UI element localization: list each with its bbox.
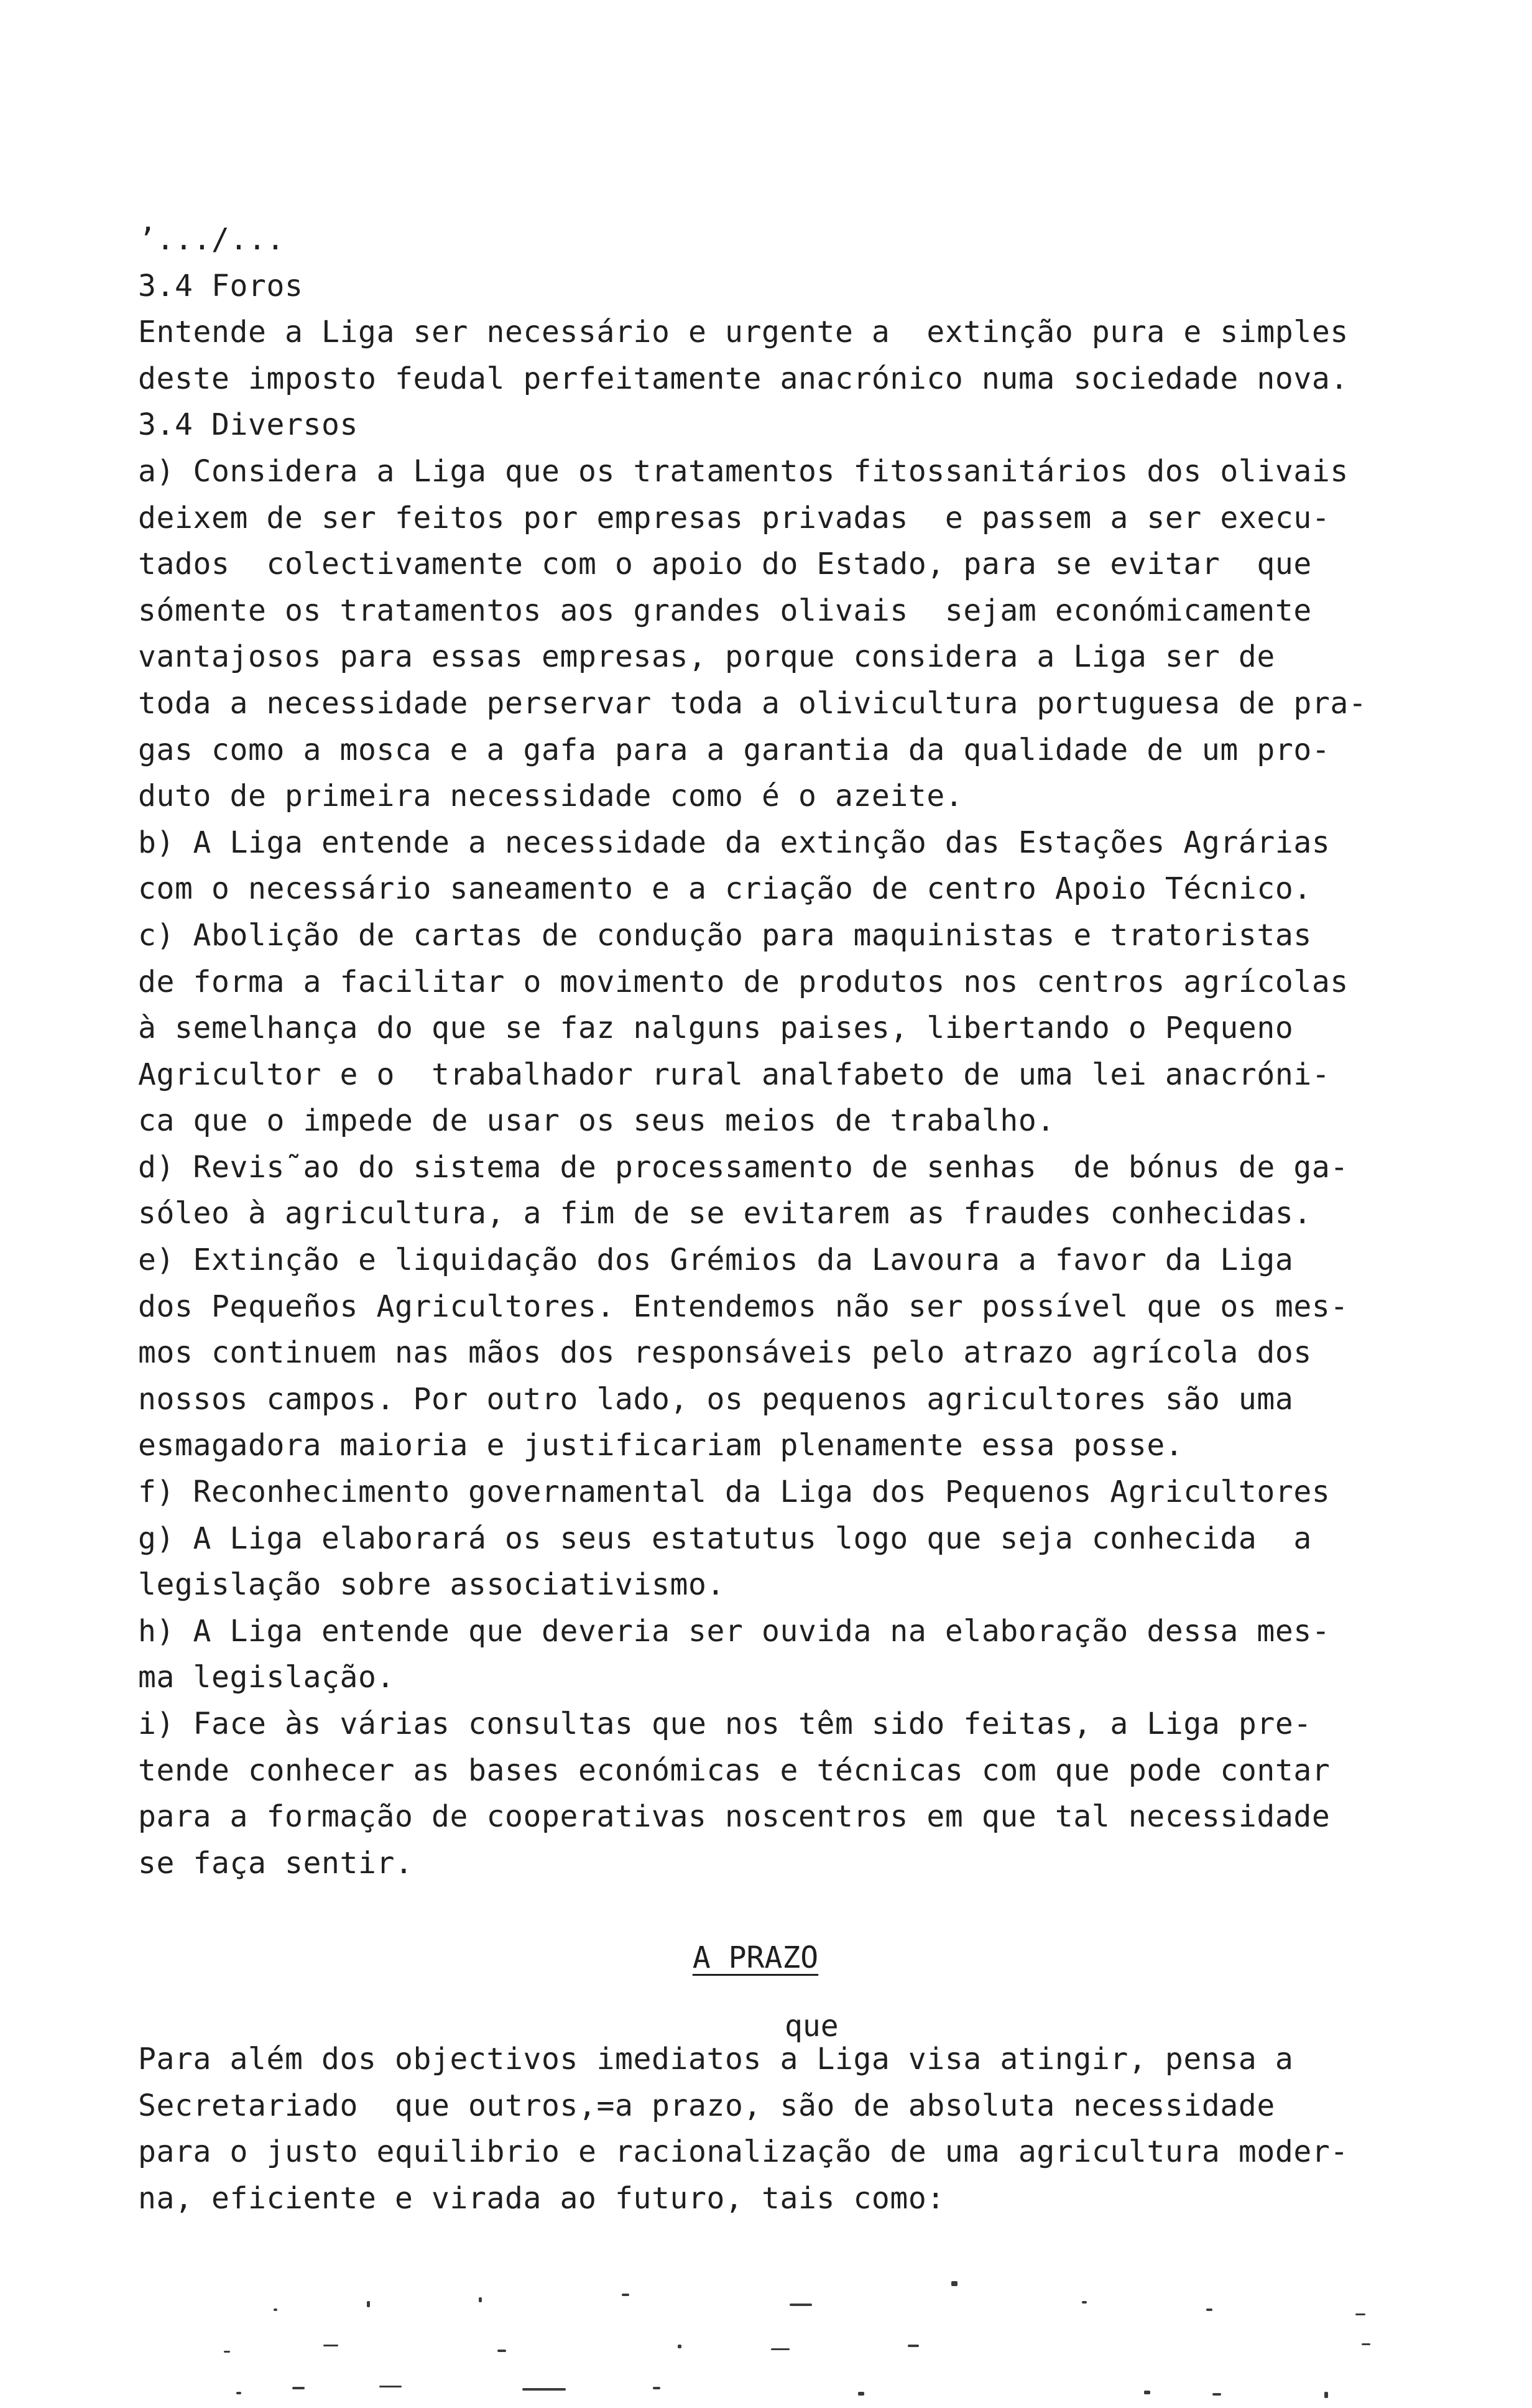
- scan-speck: [622, 2294, 629, 2296]
- text-line: para o justo equilibrio e racionalização de uma agricultura moder-: [138, 2134, 1349, 2170]
- scan-speck: [790, 2304, 812, 2306]
- scan-speck: [1206, 2308, 1212, 2311]
- text-line: sómente os tratamentos aos grandes olivais sejam económicamente: [138, 593, 1312, 628]
- scan-speck: [951, 2281, 958, 2286]
- text-line: deixem de ser feitos por empresas privadas e passem a ser execu-: [138, 500, 1331, 535]
- text-line: tados colectivamente com o apoio do Estado, para se evitar que: [138, 547, 1312, 582]
- text-line: duto de primeira necessidade como é o azeite.: [138, 779, 964, 814]
- text-line: dos Pequeños Agricultores. Entendemos não ser possível que os mes-: [138, 1289, 1349, 1324]
- scan-speck: [323, 2345, 338, 2346]
- scan-speck: [1212, 2393, 1221, 2396]
- text-line: esmagadora maioria e justificariam plenamente essa posse.: [138, 1428, 1184, 1463]
- handwritten-insert: que: [785, 2009, 839, 2044]
- text-line: mos continuem nas mãos dos responsáveis pelo atrazo agrícola dos: [138, 1335, 1312, 1371]
- text-line: b) A Liga entende a necessidade da extinção das Estações Agrárias: [138, 825, 1331, 860]
- text-line: a) Considera a Liga que os tratamentos fitossanitários dos olivais: [138, 453, 1349, 489]
- scan-speck: [379, 2386, 402, 2387]
- scan-speck: [1082, 2301, 1087, 2304]
- closing-paragraph: [138, 2036, 1419, 2221]
- text-line: vantajosos para essas empresas, porque considera a Liga ser de: [138, 639, 1275, 675]
- text-line: g) A Liga elaborará os seus estatutus logo que seja conhecida a: [138, 1521, 1312, 1556]
- scan-speck: [224, 2351, 230, 2353]
- text-line: para a formação de cooperativas noscentros em que tal necessidade: [138, 1799, 1331, 1835]
- text-line: i) Face às várias consultas que nos têm sido feitas, a Liga pre-: [138, 1706, 1312, 1741]
- text-line: legislação sobre associativismo.: [138, 1567, 725, 1603]
- text-line: na, eficiente e virada ao futuro, tais como:: [138, 2180, 945, 2216]
- section-heading-foros: 3.4 Foros: [138, 268, 303, 303]
- text-line: d) Revis˜ao do sistema de processamento de senhas de bónus de ga-: [138, 1149, 1349, 1185]
- scan-speck: [479, 2297, 482, 2302]
- text-line: Para além dos objectivos imediatos a Liga visa atingir, pensa a: [138, 2042, 1294, 2077]
- scan-speck: [1355, 2313, 1365, 2315]
- text-line: e) Extinção e liquidação dos Grémios da Lavoura a favor da Liga: [138, 1243, 1294, 1278]
- text-line: tende conhecer as bases económicas e técnicas com que pode contar: [138, 1753, 1331, 1788]
- scan-speck: [274, 2308, 277, 2311]
- scan-speck: [1144, 2391, 1150, 2394]
- scan-speck: [908, 2345, 919, 2347]
- text-line: ca que o impede de usar os seus meios de trabalho.: [138, 1103, 1055, 1139]
- text-line: com o necessário saneamento e a criação de centro Apoio Técnico.: [138, 871, 1312, 907]
- scan-speck: [292, 2387, 305, 2389]
- text-line: h) A Liga entende que deveria ser ouvida na elaboração dessa mes-: [138, 1613, 1331, 1649]
- text-line: nossos campos. Por outro lado, os pequenos agricultores são uma: [138, 1381, 1294, 1417]
- scan-speck: [1362, 2343, 1370, 2345]
- text-line: de forma a facilitar o movimento de produtos nos centros agrícolas: [138, 964, 1349, 999]
- text-line: Agricultor e o trabalhador rural analfabeto de uma lei anacróni-: [138, 1057, 1331, 1092]
- text-line: Secretariado que outros,=a prazo, são de absoluta necessidade: [138, 2088, 1275, 2123]
- scan-speck: [653, 2387, 660, 2389]
- text-line: c) Abolição de cartas de condução para maquinistas e tratoristas: [138, 917, 1312, 953]
- scan-speck: [771, 2348, 790, 2350]
- scan-speck: [236, 2392, 241, 2394]
- scan-speck: [522, 2388, 566, 2391]
- continuation-marker: ’.../...: [138, 222, 285, 257]
- scan-speck: [858, 2392, 864, 2396]
- text-line: f) Reconhecimento governamental da Liga dos Pequenos Agricultores: [138, 1475, 1331, 1510]
- text-line: sóleo à agricultura, a fim de se evitarem as fraudes conhecidas.: [138, 1196, 1312, 1231]
- text-line: à semelhança do que se faz nalguns paises, libertando o Pequeno: [138, 1011, 1294, 1046]
- scan-speck: [497, 2350, 506, 2352]
- scan-speck: [367, 2301, 370, 2307]
- scan-speck: [678, 2345, 681, 2348]
- section-heading-diversos: 3.4 Diversos: [138, 407, 358, 443]
- text-line: toda a necessidade perservar toda a olivicultura portuguesa de pra-: [138, 685, 1367, 721]
- section-heading-a-prazo: A PRAZO: [692, 1940, 819, 1975]
- heading-block: [0, 1939, 1532, 1976]
- text-line: ma legislação.: [138, 1660, 395, 1695]
- document-body: [138, 216, 1419, 1886]
- text-line: se faça sentir.: [138, 1845, 413, 1881]
- text-line: Entende a Liga ser necessário e urgente a extinção pura e simples: [138, 315, 1349, 350]
- text-line: deste imposto feudal perfeitamente anacrónico numa sociedade nova.: [138, 361, 1349, 396]
- scan-speck: [1324, 2392, 1328, 2398]
- text-line: gas como a mosca e a gafa para a garantia da qualidade de um pro-: [138, 732, 1331, 767]
